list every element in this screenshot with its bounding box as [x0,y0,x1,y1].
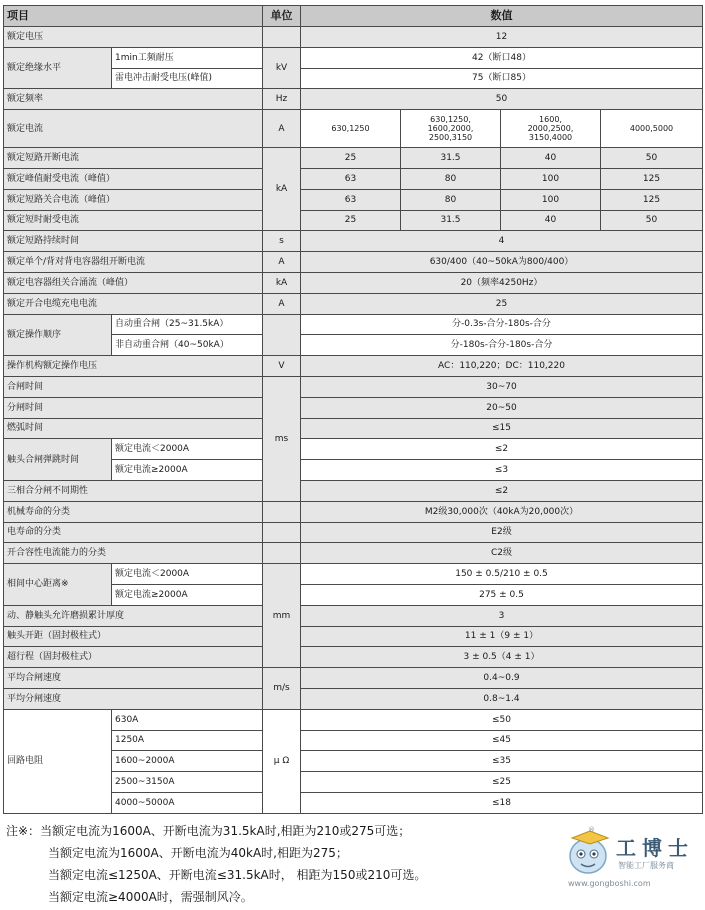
row-label: 动、静触头允许磨损累计厚度 [4,605,263,626]
table-row [4,168,703,189]
table-row [4,293,703,314]
footnotes [6,820,426,908]
row-value: 30~70 [301,376,703,397]
row-value: C2级 [301,543,703,564]
table-row [4,47,703,68]
row-label: 燃弧时间 [4,418,263,439]
row-unit: kA [263,272,301,293]
row-value: 25 [301,148,401,169]
footnote-line: 当额定电流≤1250A、开断电流≤31.5kA时， 相距为150或210可选。 [48,868,427,882]
table-row [4,709,703,730]
row-sublabel: 额定电流≥2000A [112,460,263,481]
row-value: 275 ± 0.5 [301,584,703,605]
row-unit [263,27,301,48]
row-label: 回路电阻 [4,709,112,813]
row-value: 0.8~1.4 [301,688,703,709]
row-sublabel: 2500~3150A [112,772,263,793]
row-value: 40 [501,148,601,169]
row-value: 0.4~0.9 [301,668,703,689]
row-value: 100 [501,189,601,210]
row-value: ≤50 [301,709,703,730]
table-row [4,439,703,460]
table-row [4,501,703,522]
header-value: 数值 [301,6,703,27]
row-value: 630,1250, 1600,2000, 2500,3150 [401,110,501,148]
row-value: 分-180s-合分-180s-合分 [301,335,703,356]
row-value: 分-0.3s-合分-180s-合分 [301,314,703,335]
row-value: 100 [501,168,601,189]
table-row [4,480,703,501]
row-value: 125 [601,189,703,210]
row-unit: mm [263,564,301,668]
row-value: ≤3 [301,460,703,481]
row-label: 额定短时耐受电流 [4,210,263,231]
row-value: 630/400（40~50kA为800/400） [301,252,703,273]
row-unit [263,501,301,522]
row-unit: A [263,252,301,273]
row-label: 机械寿命的分类 [4,501,263,522]
row-sublabel: 非自动重合闸（40~50kA） [112,335,263,356]
logo-url: www.gongboshi.com [568,879,651,888]
row-label: 额定短路关合电流（峰值） [4,189,263,210]
table-row [4,189,703,210]
row-value: 1600, 2000,2500, 3150,4000 [501,110,601,148]
row-label: 电寿命的分类 [4,522,263,543]
row-label: 额定短路开断电流 [4,148,263,169]
table-row [4,647,703,668]
row-sublabel: 1600~2000A [112,751,263,772]
table-row [4,231,703,252]
row-unit: V [263,356,301,377]
row-label: 平均合闸速度 [4,668,263,689]
row-unit: ms [263,376,301,501]
footnote-line: 当额定电流为1600A、开断电流为40kA时,相距为275； [48,846,348,860]
row-value: E2级 [301,522,703,543]
row-label: 额定峰值耐受电流（峰值） [4,168,263,189]
row-label: 触头合闸弹跳时间 [4,439,112,481]
row-sublabel: 额定电流＜2000A [112,439,263,460]
row-label: 开合容性电流能力的分类 [4,543,263,564]
row-label: 触头开距（固封极柱式） [4,626,263,647]
row-value: ≤2 [301,480,703,501]
row-value: 63 [301,168,401,189]
row-value: 63 [301,189,401,210]
table-row [4,418,703,439]
table-row [4,110,703,148]
table-row [4,148,703,169]
row-value: 3 ± 0.5（4 ± 1） [301,647,703,668]
row-value: ≤15 [301,418,703,439]
table-row [4,314,703,335]
row-sublabel: 自动重合闸（25~31.5kA） [112,314,263,335]
row-unit: A [263,293,301,314]
row-value: 125 [601,168,703,189]
row-value: 11 ± 1（9 ± 1） [301,626,703,647]
table-row [4,89,703,110]
row-label: 相间中心距离※ [4,564,112,606]
row-value: M2级30,000次（40kA为20,000次） [301,501,703,522]
row-unit: s [263,231,301,252]
table-row [4,376,703,397]
row-sublabel: 额定电流＜2000A [112,564,263,585]
header-item: 项目 [4,6,263,27]
row-label: 超行程（固封极柱式） [4,647,263,668]
row-sublabel: 雷电冲击耐受电压(峰值) [112,68,263,89]
spec-table [3,5,703,814]
row-label: 额定绝缘水平 [4,47,112,89]
row-value: AC：110,220；DC：110,220 [301,356,703,377]
row-value: ≤45 [301,730,703,751]
row-value: 50 [601,210,703,231]
row-value: 4000,5000 [601,110,703,148]
row-value: 3 [301,605,703,626]
row-unit [263,314,301,356]
row-value: 50 [301,89,703,110]
row-unit: kA [263,148,301,231]
row-value: 20~50 [301,397,703,418]
row-unit [263,522,301,543]
table-row [4,397,703,418]
table-row [4,626,703,647]
row-label: 额定操作顺序 [4,314,112,356]
row-value: 12 [301,27,703,48]
row-sublabel: 1250A [112,730,263,751]
table-row [4,210,703,231]
row-value: 80 [401,189,501,210]
row-unit: A [263,110,301,148]
row-label: 额定电容器组关合涌流（峰值） [4,272,263,293]
row-label: 额定电压 [4,27,263,48]
row-label: 额定频率 [4,89,263,110]
header-unit: 单位 [263,6,301,27]
row-value: 20（频率4250Hz） [301,272,703,293]
row-value: 50 [601,148,703,169]
row-label: 合闸时间 [4,376,263,397]
row-value: 42（断口48） [301,47,703,68]
row-value: 25 [301,293,703,314]
row-value: 630,1250 [301,110,401,148]
row-value: 31.5 [401,210,501,231]
row-sublabel: 额定电流≥2000A [112,584,263,605]
row-value: 40 [501,210,601,231]
table-row [4,356,703,377]
row-value: 4 [301,231,703,252]
row-sublabel: 4000~5000A [112,792,263,813]
header-row [4,6,703,27]
row-unit: m/s [263,668,301,710]
table-row [4,668,703,689]
row-value: 80 [401,168,501,189]
row-label: 额定开合电缆充电电流 [4,293,263,314]
row-value: 75（断口85） [301,68,703,89]
row-label: 额定电流 [4,110,263,148]
table-row [4,27,703,48]
row-label: 额定短路持续时间 [4,231,263,252]
row-unit: μ Ω [263,709,301,813]
table-row [4,522,703,543]
footnote-prefix: 注※： [6,824,41,838]
row-value: ≤18 [301,792,703,813]
row-value: 31.5 [401,148,501,169]
table-row [4,564,703,585]
row-label: 额定单个/背对背电容器组开断电流 [4,252,263,273]
row-sublabel: 1min工频耐压 [112,47,263,68]
logo-name: 工博士 [616,836,694,860]
table-row [4,272,703,293]
table-row [4,688,703,709]
footnote-line: 当额定电流≥4000A时，需强制风冷。 [48,890,253,904]
row-label: 操作机构额定操作电压 [4,356,263,377]
row-label: 平均分闸速度 [4,688,263,709]
logo-tagline: 智能工厂服务商 [618,861,674,870]
table-row [4,605,703,626]
table-row [4,543,703,564]
row-value: ≤2 [301,439,703,460]
row-value: 25 [301,210,401,231]
row-value: ≤35 [301,751,703,772]
row-label: 三相合分闸不同期性 [4,480,263,501]
row-unit [263,543,301,564]
row-unit: Hz [263,89,301,110]
row-label: 分闸时间 [4,397,263,418]
watermark-logo: ® 工博士 智能工厂服务商 www.gongboshi.com [568,826,694,888]
row-unit: kV [263,47,301,89]
footnote-line: 注※：当额定电流为1600A、开断电流为31.5kA时,相距为210或275可选； [6,824,411,838]
table-row [4,252,703,273]
row-value: ≤25 [301,772,703,793]
row-value: 150 ± 0.5/210 ± 0.5 [301,564,703,585]
row-sublabel: 630A [112,709,263,730]
